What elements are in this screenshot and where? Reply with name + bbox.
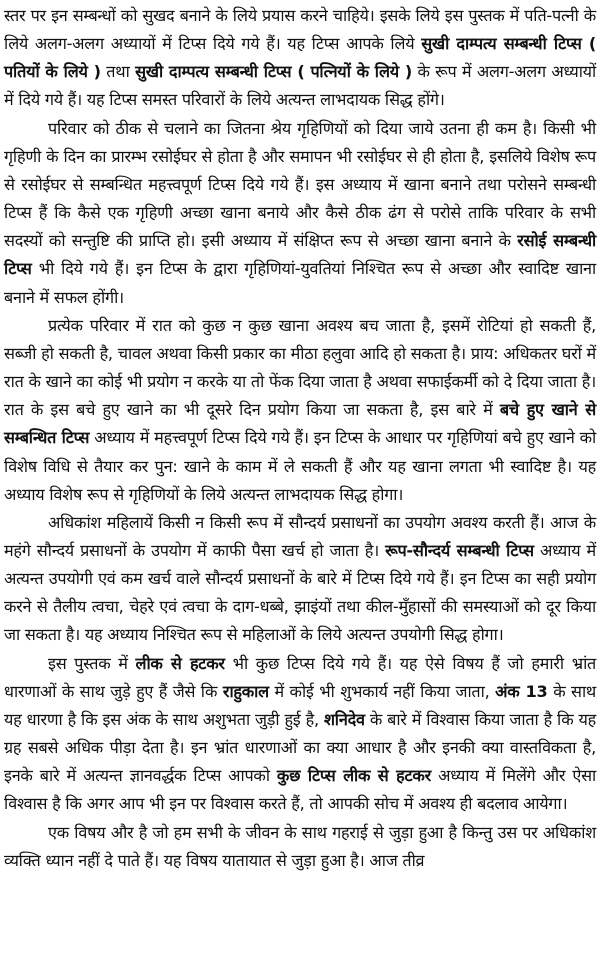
bold-chapter-title: बचे हुए खाने से सम्बन्धित टिप्स (4, 400, 596, 448)
text-run: तथा (100, 62, 136, 82)
paragraph-relationship-tips (4, 2, 596, 115)
bold-term: राहुकाल (222, 681, 269, 701)
bold-chapter-title: रूप-सौन्दर्य सम्बन्धी टिप्स (385, 540, 534, 560)
text-run: परिवार को ठीक से चलाने का जितना श्रेय गृहिणियों को दिया जाये उतना ही कम है। किसी भी गृहिणी के दिन का प्रारम्भ रसोईघर से होता है और समापन भी रसोईघर से ही होता है, इसलिये विशेष रूप से रसोईघर से सम्बन्धित महत्त्वपूर्ण टिप्स दिये गये हैं। इस अध्याय में खाना बनाने तथा परोसने सम्बन्धी टिप्स हैं कि कैसे एक गृहिणी अच्छा खाना बनाये और कैसे ठीक ढंग से परोसे ताकि परिवार के सभी सदस्यों को सन्तुष्टि की प्राप्ति हो। इसी अध्याय में संक्षिप्त रूप से अच्छा खाना बनाने के (4, 118, 596, 251)
paragraph-kitchen-tips (4, 115, 596, 312)
paragraph-leftover-food-tips (4, 312, 596, 509)
text-run: एक विषय और है जो हम सभी के जीवन के साथ गहराई से जुड़ा हुआ है किन्तु उस पर अधिकांश व्यक्ति ध्यान नहीं दे पाते हैं। यह विषय यातायात से जुड़ा हुआ है। आज तीव्र (4, 822, 596, 870)
bold-chapter-title: सुखी दाम्पत्य सम्बन्धी टिप्स ( पत्नियों के लिये ) (135, 62, 412, 82)
paragraph-offbeat-tips (4, 650, 596, 819)
text-run: के बारे में विश्वास किया जाता है कि यह ग्रह सबसे अधिक पीड़ा देता है। इन भ्रांत धारणाओं का क्या आधार है और इनकी क्या वास्तविकता है, इनके बारे में अत्यन्त ज्ञानवर्द्धक टिप्स आपको (4, 709, 596, 786)
bold-term: शनिदेव (323, 709, 365, 729)
text-run: भी दिये गये हैं। इन टिप्स के द्वारा गृहिणियां-युवतियां निश्चित रूप से अच्छा और स्वादिष्ट खाना बनाने में सफल होंगी। (4, 259, 596, 307)
paragraph-traffic-intro (4, 819, 596, 875)
text-run: अध्याय में अत्यन्त उपयोगी एवं कम खर्च वाले सौन्दर्य प्रसाधनों के बारे में टिप्स दिये गये हैं। इन टिप्स का सही प्रयोग करने से तैलीय त्वचा, चेहरे एवं त्वचा के दाग-धब्बे, झाइंयों तथा कील-मुँहासों की समस्याओं को दूर किया जा सकता है। यह अध्याय निश्चित रूप से महिलाओं के लिये अत्यन्त उपयोगी सिद्ध होगा। (4, 540, 596, 645)
text-run: अधिकांश महिलायें किसी न किसी रूप में सौन्दर्य प्रसाधनों का उपयोग अवश्य करती हैं। आज के महंगे सौन्दर्य प्रसाधनों के उपयोग में काफी पैसा खर्च हो जाता है। (4, 512, 596, 560)
bold-chapter-title: सुखी दाम्पत्य सम्बन्धी टिप्स ( पतियों के लिये ) (4, 34, 596, 82)
paragraph-beauty-tips (4, 509, 596, 650)
bold-chapter-title: रसोई सम्बन्धी टिप्स (4, 231, 596, 279)
text-run: इस पुस्तक में (48, 653, 136, 673)
text-run: अध्याय में महत्त्वपूर्ण टिप्स दिये गये हैं। इन टिप्स के आधार पर गृहिणियां बचे हुए खाने को विशेष विधि से तैयार कर पुन: खाने के काम में ले सकती हैं और यह खाना लगता भी स्वादिष्ट है। यह अध्याय विशेष रूप से गृहिणियों के लिये अत्यन्त लाभदायक सिद्ध होगा। (4, 428, 596, 504)
text-run: भी कुछ टिप्स दिये गये हैं। यह ऐसे विषय हैं जो हमारी भ्रांत धारणाओं के साथ जुड़े हुए हैं जैसे कि (4, 653, 596, 701)
bold-chapter-title: कुछ टिप्स लीक से हटकर (276, 766, 431, 786)
text-run: के साथ यह धारणा है कि इस अंक के साथ अशुभता जुड़ी हुई है, (4, 681, 597, 729)
text-run: के रूप में अलग-अलग अध्यायों में दिये गये हैं। यह टिप्स समस्त परिवारों के लिये अत्यन्त लाभदायक सिद्ध होंगे। (4, 62, 596, 110)
text-run: में कोई भी शुभकार्य नहीं किया जाता, (268, 681, 496, 701)
text-run: प्रत्येक परिवार में रात को कुछ न कुछ खाना अवश्य बच जाता है, इसमें रोटियां हो सकती हैं, सब्जी हो सकती है, चावल अथवा किसी प्रकार का मीठा हलुवा आदि हो सकता है। प्राय: अधिकतर घरों में रात के खाने का कोई भी प्रयोग न करके या तो फेंक दिया जाता है अथवा सफाईकर्मी को दे दिया जाता है। रात के इस बचे हुए खाने का भी दूसरे दिन प्रयोग किया जा सकता है, इस बारे में (4, 315, 596, 420)
text-run: अध्याय में मिलेंगे और ऐसा विश्वास है कि अगर आप भी इन पर विश्वास करते हैं, तो आपकी सोच में अवश्य ही बदलाव आयेगा। (4, 766, 596, 814)
text-run: स्तर पर इन सम्बन्धों को सुखद बनाने के लिये प्रयास करने चाहिये। इसके लिये इस पुस्तक में पति-पत्नी के लिये अलग-अलग अध्यायों में टिप्स दिये गये हैं। यह टिप्स आपके लिये (4, 6, 596, 54)
bold-term: लीक से हटकर (135, 653, 225, 673)
bold-term: अंक 13 (495, 681, 548, 701)
